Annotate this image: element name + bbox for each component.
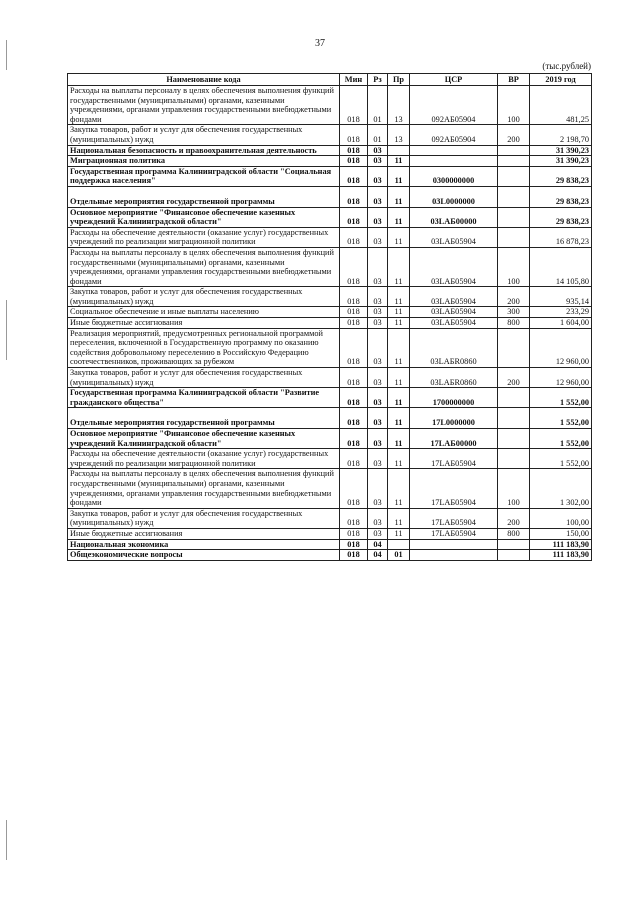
row-csr-cell: 03LAБ05904 [410,287,498,307]
row-pr-cell: 11 [388,227,410,247]
row-name-cell: Миграционная политика [68,156,340,167]
row-vr-cell: 100 [498,469,530,508]
table-row [68,166,592,186]
row-min-cell: 018 [340,429,368,449]
row-amount-cell: 1 604,00 [530,318,592,329]
row-vr-cell [498,388,530,408]
row-amount-cell: 1 552,00 [530,429,592,449]
table-row [68,368,592,388]
row-rz-cell: 03 [368,528,388,539]
row-rz-cell: 03 [368,247,388,286]
row-rz-cell: 03 [368,307,388,318]
header-vr: ВР [498,74,530,86]
table-row [68,307,592,318]
row-name-cell: Отдельные мероприятия государственной программы [68,186,340,207]
row-pr-cell: 13 [388,86,410,125]
table-row [68,247,592,286]
row-name-cell: Закупка товаров, работ и услуг для обеспечения государственных (муниципальных) нужд [68,125,340,145]
row-pr-cell: 11 [388,449,410,469]
row-name-cell: Закупка товаров, работ и услуг для обеспечения государственных (муниципальных) нужд [68,287,340,307]
row-amount-cell: 481,25 [530,86,592,125]
row-rz-cell: 03 [368,388,388,408]
row-pr-cell: 11 [388,368,410,388]
row-vr-cell [498,145,530,156]
scan-edge-mark [6,820,7,860]
row-name-cell: Социальное обеспечение и иные выплаты населению [68,307,340,318]
row-min-cell: 018 [340,186,368,207]
header-pr: Пр [388,74,410,86]
row-amount-cell: 1 552,00 [530,408,592,429]
row-amount-cell: 16 878,23 [530,227,592,247]
table-row [68,287,592,307]
row-pr-cell: 11 [388,388,410,408]
row-min-cell: 018 [340,550,368,561]
row-vr-cell [498,207,530,227]
row-name-cell: Расходы на выплаты персоналу в целях обеспечения выполнения функций государственными (муниципальными) органами, казенными учреждениями, органами управления государственными внебюджетными фондами [68,86,340,125]
row-name-cell: Государственная программа Калининградской области "Социальная поддержка населения" [68,166,340,186]
row-csr-cell: 17LAБ05904 [410,469,498,508]
row-amount-cell: 150,00 [530,528,592,539]
table-row [68,449,592,469]
row-pr-cell: 11 [388,287,410,307]
row-csr-cell: 03LAБ00000 [410,207,498,227]
row-csr-cell: 1700000000 [410,388,498,408]
row-name-cell: Расходы на обеспечение деятельности (оказание услуг) государственных учреждений по реализации миграционной политики [68,449,340,469]
row-amount-cell: 29 838,23 [530,166,592,186]
row-csr-cell [410,156,498,167]
table-row [68,469,592,508]
table-body [68,86,592,561]
row-csr-cell [410,145,498,156]
row-vr-cell [498,408,530,429]
row-vr-cell [498,429,530,449]
row-name-cell: Иные бюджетные ассигнования [68,318,340,329]
row-vr-cell: 300 [498,307,530,318]
row-amount-cell: 111 183,90 [530,550,592,561]
row-name-cell: Закупка товаров, работ и услуг для обеспечения государственных (муниципальных) нужд [68,368,340,388]
row-amount-cell: 1 552,00 [530,449,592,469]
row-min-cell: 018 [340,449,368,469]
row-csr-cell: 17LAБ00000 [410,429,498,449]
row-pr-cell: 13 [388,125,410,145]
row-vr-cell: 800 [498,528,530,539]
row-rz-cell: 01 [368,125,388,145]
table-row [68,429,592,449]
row-rz-cell: 01 [368,86,388,125]
table-row [68,328,592,367]
row-min-cell: 018 [340,247,368,286]
row-min-cell: 018 [340,469,368,508]
row-min-cell: 018 [340,368,368,388]
row-csr-cell: 03LAБR0860 [410,328,498,367]
table-row [68,508,592,528]
table-header-row [68,74,592,86]
row-vr-cell: 200 [498,368,530,388]
table-row [68,156,592,167]
row-pr-cell: 11 [388,247,410,286]
row-csr-cell: 17L0000000 [410,408,498,429]
row-vr-cell [498,156,530,167]
row-min-cell: 018 [340,408,368,429]
row-rz-cell: 03 [368,449,388,469]
row-name-cell: Основное мероприятие "Финансовое обеспечение казенных учреждений Калининградской области" [68,207,340,227]
table-row [68,528,592,539]
row-min-cell: 018 [340,166,368,186]
row-vr-cell [498,550,530,561]
scan-edge-mark [6,300,7,360]
row-vr-cell: 200 [498,125,530,145]
row-rz-cell: 04 [368,550,388,561]
row-vr-cell [498,166,530,186]
row-min-cell: 018 [340,388,368,408]
row-vr-cell [498,539,530,550]
row-amount-cell: 12 960,00 [530,328,592,367]
row-csr-cell: 03LAБ05904 [410,227,498,247]
row-min-cell: 018 [340,287,368,307]
table-row [68,86,592,125]
row-vr-cell: 100 [498,86,530,125]
row-pr-cell: 11 [388,318,410,329]
row-vr-cell: 800 [498,318,530,329]
row-amount-cell: 29 838,23 [530,207,592,227]
row-amount-cell: 1 552,00 [530,388,592,408]
row-pr-cell: 11 [388,408,410,429]
row-rz-cell: 04 [368,539,388,550]
budget-table [67,73,592,561]
header-name: Наименование кода [68,74,340,86]
row-rz-cell: 03 [368,328,388,367]
row-vr-cell [498,449,530,469]
row-pr-cell: 11 [388,207,410,227]
row-csr-cell: 03LAБ05904 [410,307,498,318]
row-min-cell: 018 [340,86,368,125]
row-rz-cell: 03 [368,156,388,167]
row-amount-cell: 12 960,00 [530,368,592,388]
row-pr-cell: 11 [388,328,410,367]
row-amount-cell: 935,14 [530,287,592,307]
row-csr-cell: 092AБ05904 [410,86,498,125]
row-rz-cell: 03 [368,318,388,329]
row-csr-cell: 092AБ05904 [410,125,498,145]
row-name-cell: Реализация мероприятий, предусмотренных региональной программой переселения, включенной в Государственную программу по оказанию содействия добровольному переселению в Российскую Федерацию соотечественников, проживающих за рубежом [68,328,340,367]
row-name-cell: Иные бюджетные ассигнования [68,528,340,539]
table-row [68,227,592,247]
units-label: (тыс.рублей) [542,61,591,71]
header-rz: Рз [368,74,388,86]
row-rz-cell: 03 [368,469,388,508]
row-rz-cell: 03 [368,145,388,156]
row-pr-cell: 11 [388,469,410,508]
row-vr-cell: 200 [498,287,530,307]
row-min-cell: 018 [340,125,368,145]
row-amount-cell: 111 183,90 [530,539,592,550]
row-min-cell: 018 [340,318,368,329]
row-vr-cell: 100 [498,247,530,286]
row-min-cell: 018 [340,539,368,550]
row-csr-cell: 03LAБR0860 [410,368,498,388]
row-rz-cell: 03 [368,368,388,388]
row-csr-cell: 03LAБ05904 [410,247,498,286]
row-amount-cell: 233,29 [530,307,592,318]
row-vr-cell: 200 [498,508,530,528]
row-rz-cell: 03 [368,207,388,227]
row-name-cell: Закупка товаров, работ и услуг для обеспечения государственных (муниципальных) нужд [68,508,340,528]
row-vr-cell [498,227,530,247]
row-csr-cell: 17LAБ05904 [410,528,498,539]
row-csr-cell: 17LAБ05904 [410,508,498,528]
row-name-cell: Отдельные мероприятия государственной программы [68,408,340,429]
row-rz-cell: 03 [368,429,388,449]
row-name-cell: Общеэкономические вопросы [68,550,340,561]
row-name-cell: Основное мероприятие "Финансовое обеспечение казенных учреждений Калининградской области" [68,429,340,449]
row-min-cell: 018 [340,156,368,167]
table-row [68,550,592,561]
table-row [68,186,592,207]
table-row [68,145,592,156]
row-csr-cell [410,539,498,550]
table-row [68,539,592,550]
header-csr: ЦСР [410,74,498,86]
row-name-cell: Расходы на выплаты персоналу в целях обеспечения выполнения функций государственными (муниципальными) органами, казенными учреждениями, органами управления государственными внебюджетными фондами [68,247,340,286]
row-rz-cell: 03 [368,408,388,429]
row-amount-cell: 100,00 [530,508,592,528]
row-amount-cell: 29 838,23 [530,186,592,207]
table-row [68,125,592,145]
row-amount-cell: 14 105,80 [530,247,592,286]
row-pr-cell: 11 [388,166,410,186]
table-row [68,388,592,408]
row-rz-cell: 03 [368,227,388,247]
row-amount-cell: 2 198,70 [530,125,592,145]
row-csr-cell: 0300000000 [410,166,498,186]
row-pr-cell: 11 [388,429,410,449]
table-row [68,318,592,329]
row-rz-cell: 03 [368,508,388,528]
row-csr-cell [410,550,498,561]
row-min-cell: 018 [340,207,368,227]
row-name-cell: Расходы на обеспечение деятельности (оказание услуг) государственных учреждений по реализации миграционной политики [68,227,340,247]
row-min-cell: 018 [340,508,368,528]
row-rz-cell: 03 [368,166,388,186]
row-vr-cell [498,328,530,367]
row-amount-cell: 1 302,00 [530,469,592,508]
row-name-cell: Национальная безопасность и правоохранительная деятельность [68,145,340,156]
header-amount: 2019 год [530,74,592,86]
row-pr-cell: 11 [388,186,410,207]
row-csr-cell: 03LAБ05904 [410,318,498,329]
row-min-cell: 018 [340,307,368,318]
row-rz-cell: 03 [368,287,388,307]
row-pr-cell [388,539,410,550]
row-min-cell: 018 [340,328,368,367]
row-amount-cell: 31 390,23 [530,145,592,156]
row-vr-cell [498,186,530,207]
row-pr-cell: 01 [388,550,410,561]
row-pr-cell [388,145,410,156]
row-name-cell: Государственная программа Калининградской области "Развитие гражданского общества" [68,388,340,408]
row-pr-cell: 11 [388,307,410,318]
row-pr-cell: 11 [388,528,410,539]
row-min-cell: 018 [340,528,368,539]
page-number: 37 [315,38,325,49]
row-csr-cell: 03L0000000 [410,186,498,207]
row-rz-cell: 03 [368,186,388,207]
table-row [68,207,592,227]
row-min-cell: 018 [340,145,368,156]
row-pr-cell: 11 [388,508,410,528]
row-pr-cell: 11 [388,156,410,167]
row-min-cell: 018 [340,227,368,247]
row-amount-cell: 31 390,23 [530,156,592,167]
row-name-cell: Национальная экономика [68,539,340,550]
row-name-cell: Расходы на выплаты персоналу в целях обеспечения выполнения функций государственными (муниципальными) органами, казенными учреждениями, органами управления государственными внебюджетными фондами [68,469,340,508]
table-row [68,408,592,429]
row-csr-cell: 17LAБ05904 [410,449,498,469]
header-min: Мин [340,74,368,86]
